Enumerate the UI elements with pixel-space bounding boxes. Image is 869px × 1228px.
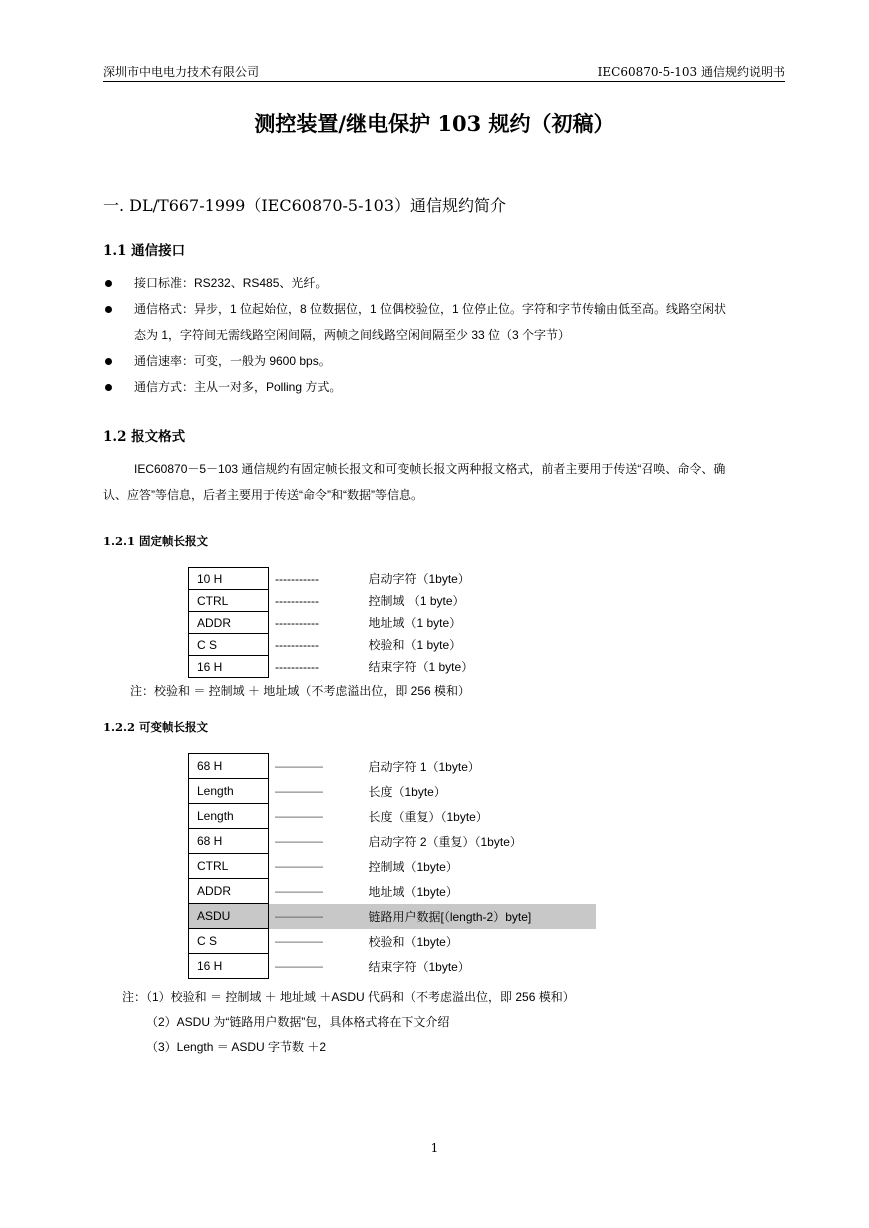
variable-frame-table <box>188 753 596 979</box>
frame-dash: ———— <box>275 959 323 973</box>
fixed-frame-table <box>188 567 596 678</box>
frame-code: CTRL <box>189 590 269 612</box>
frame-code: ADDR <box>189 879 269 904</box>
frame-code: 16 H <box>189 656 269 678</box>
frame-desc: 结束字符（1byte） <box>368 959 470 974</box>
frame-dash: ----------- <box>275 637 319 652</box>
frame-code: C S <box>189 634 269 656</box>
frame-desc: 校验和（1 byte） <box>368 638 462 652</box>
table-row <box>189 954 596 979</box>
bullet-comm-format-line1: 通信格式：异步，1 位起始位，8 位数据位，1 位偶校验位，1 位停止位。字符和字节传输由低至高。线路空闲状 <box>134 302 727 316</box>
table-row <box>189 612 596 634</box>
bullet-icon <box>105 358 112 365</box>
frame-desc: 结束字符（1 byte） <box>368 660 474 674</box>
table-row <box>189 879 596 904</box>
frame-code: C S <box>189 929 269 954</box>
frame-dash: ----------- <box>275 593 319 608</box>
frame-desc: 启动字符（1byte） <box>368 572 470 586</box>
frame-code: ASDU <box>189 904 269 929</box>
table-row <box>189 779 596 804</box>
section-1-2-heading: 1.2 报文格式 <box>103 429 186 445</box>
section-1-1-heading: 1.1 通信接口 <box>103 243 186 259</box>
frame-desc: 链路用户数据[（length-2）byte] <box>369 904 596 929</box>
variable-frame-note-2: （2）ASDU 为“链路用户数据”包，具体格式将在下文介绍 <box>146 1015 450 1029</box>
table-row-highlighted <box>189 904 596 929</box>
frame-code: 68 H <box>189 754 269 779</box>
bullet-comm-format-line2: 态为 1，字符间无需线路空闲间隔，两帧之间线路空闲间隔至少 33 位（3 个字节） <box>134 328 571 342</box>
fixed-frame-heading: 1.2.1 固定帧长报文 <box>103 534 209 548</box>
frame-desc: 启动字符 2（重复）（1byte） <box>368 834 522 849</box>
frame-dash: ----------- <box>275 571 319 586</box>
frame-desc: 长度（重复）（1byte） <box>368 809 488 824</box>
frame-desc: 校验和（1byte） <box>368 934 458 949</box>
frame-desc: 长度（1byte） <box>368 784 446 799</box>
frame-desc: 控制域 （1 byte） <box>368 594 465 608</box>
frame-code: 68 H <box>189 829 269 854</box>
table-row <box>189 634 596 656</box>
frame-desc: 控制域（1byte） <box>368 859 458 874</box>
frame-desc: 启动字符 1（1byte） <box>368 759 480 774</box>
frame-code: ADDR <box>189 612 269 634</box>
paragraph-line-2: 认、应答”等信息，后者主要用于传送“命令”和“数据”等信息。 <box>103 488 423 502</box>
table-row <box>189 804 596 829</box>
table-row <box>189 929 596 954</box>
bullet-icon <box>105 306 112 313</box>
table-row <box>189 829 596 854</box>
frame-dash: ———— <box>275 809 323 823</box>
variable-frame-heading: 1.2.2 可变帧长报文 <box>103 720 209 734</box>
bullet-comm-rate: 通信速率：可变，一般为 9600 bps。 <box>134 354 331 368</box>
page-title: 测控装置/继电保护 103 规约（初稿） <box>254 111 615 136</box>
frame-code: Length <box>189 804 269 829</box>
frame-desc: 地址域（1byte） <box>368 884 458 899</box>
bullet-icon <box>105 384 112 391</box>
frame-code: 16 H <box>189 954 269 979</box>
bullet-icon <box>105 280 112 287</box>
frame-dash: ———— <box>269 904 369 929</box>
frame-code: CTRL <box>189 854 269 879</box>
page-number: 1 <box>430 1141 439 1155</box>
header-doc-name: IEC60870-5-103 通信规约说明书 <box>597 65 785 79</box>
table-row <box>189 754 596 779</box>
frame-dash: ----------- <box>275 659 319 674</box>
variable-frame-note-3: （3）Length ＝ ASDU 字节数 ＋2 <box>146 1040 327 1054</box>
table-row <box>189 568 596 590</box>
frame-dash: ----------- <box>275 615 319 630</box>
fixed-frame-note: 注：校验和 ＝ 控制域 ＋ 地址域（不考虑溢出位，即 256 模和） <box>130 684 471 698</box>
frame-dash: ———— <box>275 859 323 873</box>
bullet-comm-mode: 通信方式：主从一对多，Polling 方式。 <box>134 380 342 394</box>
section-1-heading: 一. DL/T667-1999（IEC60870-5-103）通信规约简介 <box>103 196 507 215</box>
table-row <box>189 590 596 612</box>
table-row <box>189 854 596 879</box>
frame-desc: 地址域（1 byte） <box>368 616 462 630</box>
frame-code: 10 H <box>189 568 269 590</box>
bullet-interface-standard: 接口标准：RS232、RS485、光纤。 <box>134 276 328 290</box>
header-divider <box>103 81 785 82</box>
table-row <box>189 656 596 678</box>
frame-dash: ———— <box>275 759 323 773</box>
frame-code: Length <box>189 779 269 804</box>
variable-frame-note-1: 注：（1）校验和 ＝ 控制域 ＋ 地址域 ＋ASDU 代码和（不考虑溢出位，即 256 模和） <box>122 990 575 1004</box>
header-company: 深圳市中电电力技术有限公司 <box>103 65 260 79</box>
frame-dash: ———— <box>275 884 323 898</box>
frame-dash: ———— <box>275 934 323 948</box>
paragraph-line-1: IEC60870－5－103 通信规约有固定帧长报文和可变帧长报文两种报文格式，前者主要用于传送“召唤、命令、确 <box>134 462 726 476</box>
frame-dash: ———— <box>275 784 323 798</box>
frame-dash: ———— <box>275 834 323 848</box>
